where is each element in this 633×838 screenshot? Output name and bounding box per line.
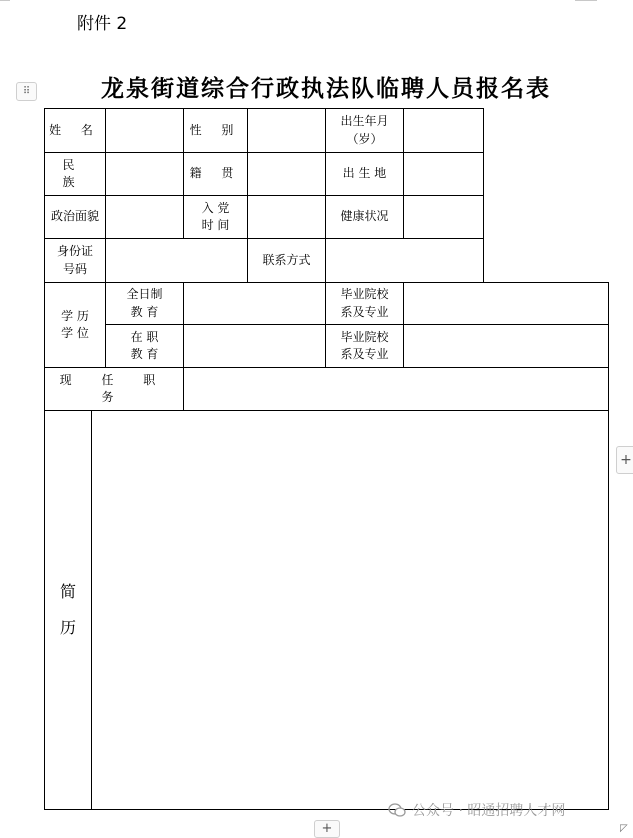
birth-label: 出生年月 （岁） (326, 109, 404, 153)
party-join-label: 入 党 时 间 (184, 196, 248, 239)
contact-field[interactable] (326, 239, 484, 283)
birthplace-label: 出 生 地 (326, 153, 404, 196)
id-label: 身份证 号码 (45, 239, 106, 283)
ethnicity-label: 民 族 (45, 153, 106, 196)
birthplace-field[interactable] (404, 153, 484, 196)
native-place-label: 籍 贯 (184, 153, 248, 196)
inservice-label: 在 职 教 育 (106, 325, 184, 368)
fulltime-education-field[interactable] (184, 283, 326, 325)
health-label: 健康状况 (326, 196, 404, 239)
position-field[interactable] (184, 368, 609, 411)
name-field[interactable] (106, 109, 184, 153)
drag-handle-icon[interactable]: ⠿ (16, 82, 37, 101)
fulltime-school-major-label: 毕业院校 系及专业 (326, 283, 404, 325)
ethnicity-field[interactable] (106, 153, 184, 196)
watermark: 公众号 · 昭通招聘人才网 (388, 800, 565, 820)
id-field[interactable] (106, 239, 248, 283)
health-field[interactable] (404, 196, 484, 239)
name-label: 姓 名 (45, 109, 106, 153)
fulltime-label: 全日制 教 育 (106, 283, 184, 325)
inservice-education-field[interactable] (184, 325, 326, 368)
political-label: 政治面貌 (45, 196, 106, 239)
attachment-label: 附件 2 (77, 14, 128, 34)
photo-field[interactable] (484, 109, 609, 283)
position-label: 现 任 职 务 (45, 368, 184, 411)
resize-handle-icon[interactable]: ◸ (620, 823, 628, 834)
add-row-button[interactable]: + (314, 820, 340, 838)
gender-label: 性 别 (184, 109, 248, 153)
resume-field[interactable] (92, 411, 609, 810)
native-place-field[interactable] (248, 153, 326, 196)
page-top-border-right (575, 0, 597, 1)
document-title: 龙泉街道综合行政执法队临聘人员报名表 (101, 75, 551, 102)
fulltime-school-major-field[interactable] (404, 283, 609, 325)
add-column-button[interactable]: + (616, 446, 633, 474)
party-join-field[interactable] (248, 196, 326, 239)
registration-form-table (44, 108, 609, 810)
contact-label: 联系方式 (248, 239, 326, 283)
birth-field[interactable] (404, 109, 484, 153)
gender-field[interactable] (248, 109, 326, 153)
education-label: 学 历 学 位 (45, 283, 106, 368)
resume-label: 简 历 (45, 411, 92, 810)
wechat-icon (388, 803, 406, 817)
inservice-school-major-field[interactable] (404, 325, 609, 368)
political-field[interactable] (106, 196, 184, 239)
inservice-school-major-label: 毕业院校 系及专业 (326, 325, 404, 368)
page-top-border (0, 0, 10, 1)
